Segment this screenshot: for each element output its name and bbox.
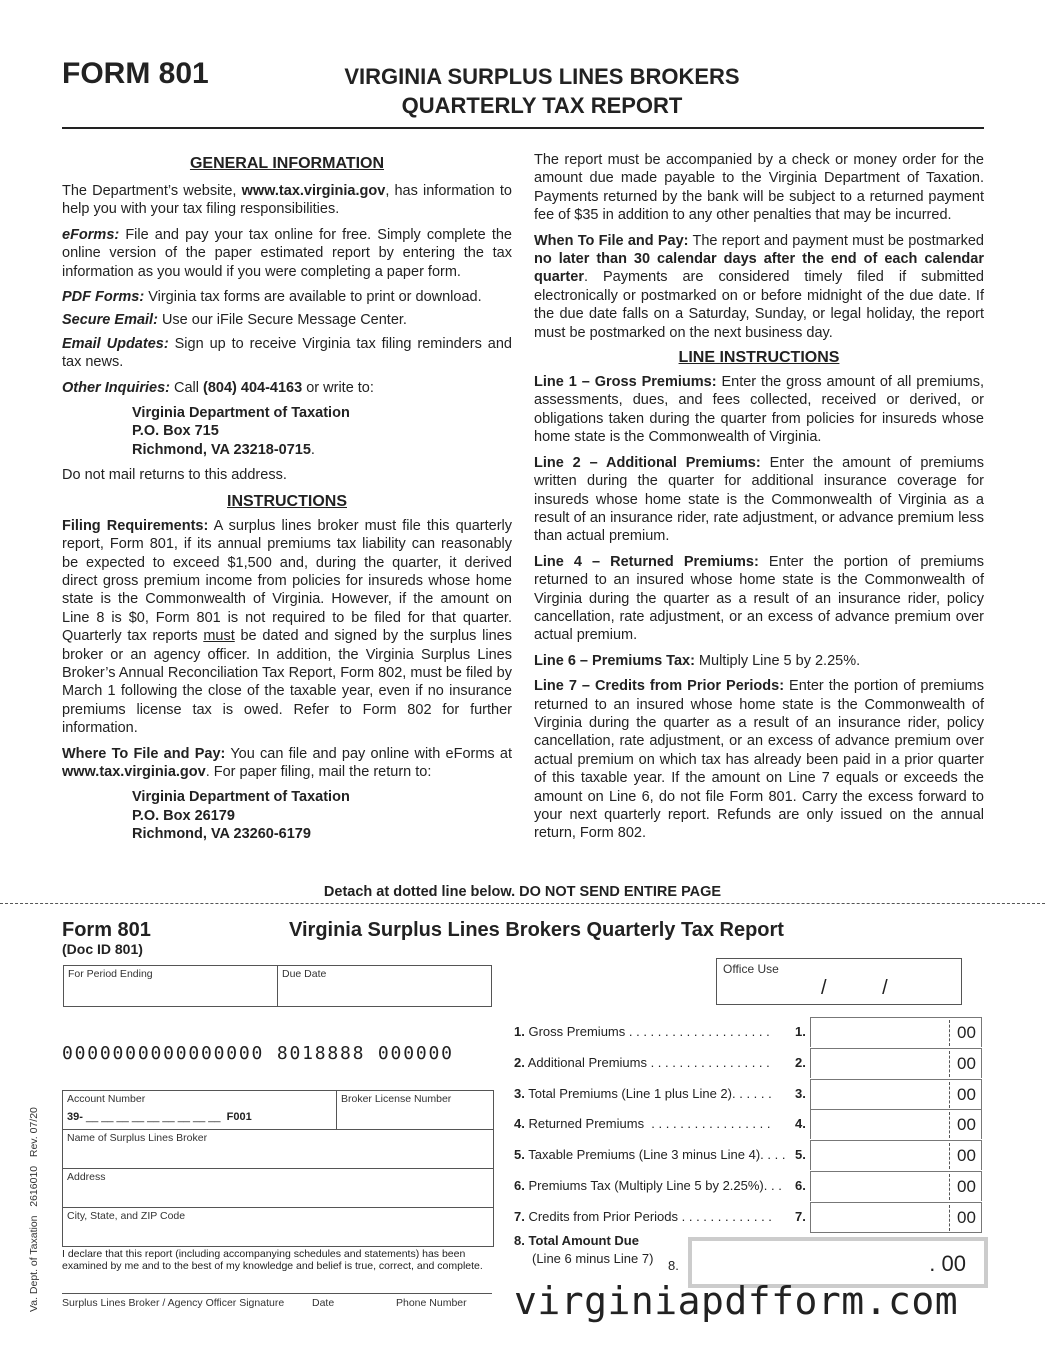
cents-value: 00 (957, 1146, 976, 1166)
text: Enter the portion of premiums returned to an insured whose home state is the Commonwealth of Virginia during the quarter as a result of an insurance rider, policy cancellation, rate adjustment, or an excess of advance premium over actual premium. (534, 553, 984, 644)
filing-requirements-paragraph (62, 517, 512, 738)
text: be dated and signed by the surplus lines broker or an agency officer. In addition, the Virginia Surplus Lines Broker’s Annual Reconciliation Tax Report, Form 802, must be filed by March 1 following the close of the taxable year, even if no insurance premiums license tax is owed. Refer to Form 802 for further information. (62, 628, 512, 737)
line-ref-number: 4. (795, 1116, 806, 1132)
label: Filing Requirements: (62, 517, 209, 534)
text: Virginia tax forms are available to print or download. (144, 289, 482, 306)
title-line-2: QUARTERLY TAX REPORT (401, 93, 683, 118)
text: 39- (67, 1111, 83, 1123)
text: Call (169, 379, 204, 396)
total-cents: . 00 (929, 1251, 966, 1276)
text: You can file and pay online with eForms at (225, 745, 513, 762)
broker-license-label: Broker License Number (341, 1093, 452, 1105)
mailing-address-1 (132, 404, 512, 459)
signature-line[interactable] (62, 1293, 492, 1294)
line-ref-number: 3. (795, 1085, 806, 1101)
line-instructions-heading: LINE INSTRUCTIONS (678, 349, 840, 367)
side-revision-text: Va. Dept. of Taxation 2616010 Rev. 07/20 (28, 1107, 40, 1312)
page-title (262, 62, 822, 120)
account-number-label: Account Number (67, 1093, 146, 1105)
left-column (62, 155, 512, 851)
line-7-instruction (534, 677, 984, 843)
line-ref-number: 5. (795, 1147, 806, 1163)
line-text: Taxable Premiums (Line 3 minus Line 4) (528, 1147, 761, 1163)
line-number: 8. (514, 1233, 525, 1248)
where-to-file-paragraph (62, 745, 512, 782)
amount-field[interactable] (810, 1079, 982, 1109)
line-number: 3. (514, 1085, 525, 1101)
line-item-row (514, 1079, 984, 1109)
label: Where To File and Pay: (62, 745, 226, 762)
cents-divider (949, 1082, 950, 1108)
text: File and pay your tax online for free. Simply complete the online version of the paper estimated report by entering the tax information as you would if you were completing a paper form. (62, 226, 512, 280)
right-column (534, 151, 984, 850)
broker-license-field[interactable] (337, 1091, 493, 1130)
watermark: virginiapdfform.com (514, 1279, 959, 1323)
line-label (514, 1178, 782, 1193)
cents-divider (949, 1020, 950, 1046)
address-line: P.O. Box 26179 (132, 807, 235, 824)
line-label (514, 1147, 785, 1162)
text: Enter the amount of premiums written during the quarter for additional insurance coverage for insureds whose home state is the Commonwealth of Virginia as a result of an insurance rider, rate adjustment, or advance premium less than actual premium. (534, 454, 984, 545)
account-number-field[interactable] (63, 1091, 337, 1130)
line-number: 5. (514, 1147, 525, 1163)
leader-dots: . . . . (760, 1147, 786, 1163)
line-number: 6. (514, 1178, 525, 1193)
amount-field[interactable] (810, 1140, 982, 1170)
cents-divider (949, 1205, 950, 1231)
line-number: 7. (514, 1208, 525, 1224)
line-item-row (514, 1171, 984, 1201)
label: eForms: (62, 226, 120, 243)
email-updates-paragraph (62, 335, 512, 372)
cents-value: 00 (957, 1115, 976, 1135)
text: , has information to help you with your tax filing responsibilities. (62, 183, 512, 218)
when-to-file-paragraph (534, 232, 984, 342)
line-item-row (514, 1202, 984, 1232)
label: Line 6 – Premiums Tax: (534, 652, 695, 669)
text: Total Amount Due (528, 1233, 639, 1248)
form-title: Virginia Surplus Lines Brokers Quarterly Tax Report (289, 919, 784, 941)
text: Use our iFile Secure Message Center. (157, 312, 407, 329)
address-line: Virginia Department of Taxation (132, 405, 350, 422)
cents-value: 00 (957, 1023, 976, 1042)
phone-number: (804) 404-4163 (203, 379, 303, 396)
phone-label: Phone Number (396, 1297, 467, 1309)
due-date-field[interactable] (277, 965, 492, 1007)
line-ref-number: 1. (795, 1024, 806, 1039)
address-label: Address (67, 1171, 106, 1183)
text: must (203, 628, 235, 645)
due-date-label: Due Date (282, 968, 327, 980)
text: The Department’s website, (62, 183, 242, 199)
title-line-1: VIRGINIA SURPLUS LINES BROKERS (344, 64, 740, 89)
header-rule (62, 127, 984, 129)
amount-field[interactable] (810, 1109, 982, 1139)
declaration-text: I declare that this report (including accompanying schedules and statements) has been examined by me and to the best of my knowledge and belief is true, correct, and complete. (62, 1248, 483, 1272)
line-6-instruction (534, 652, 984, 670)
text: The report and payment must be postmarked (688, 232, 984, 249)
line-2-instruction (534, 454, 984, 546)
address-field[interactable] (63, 1169, 493, 1208)
line-text: Gross Premiums (528, 1024, 626, 1039)
signature-label: Surplus Lines Broker / Agency Officer Signature (62, 1297, 285, 1309)
text: or write to: (302, 379, 374, 396)
form-label: Form 801 (62, 919, 151, 941)
broker-name-field[interactable] (63, 1130, 493, 1169)
label: Secure Email: (62, 312, 158, 329)
line-label (514, 1086, 772, 1101)
line-ref-number: 2. (795, 1054, 806, 1070)
line-1-instruction (534, 373, 984, 447)
line-label (514, 1209, 772, 1224)
label: Line 7 – Credits from Prior Periods: (534, 678, 785, 695)
label: Line 1 – Gross Premiums: (534, 374, 717, 391)
cents-divider (949, 1051, 950, 1077)
amount-field[interactable] (810, 1048, 982, 1078)
line-label (514, 1055, 770, 1070)
line-text: Premiums Tax (Multiply Line 5 by 2.25%) (528, 1178, 764, 1193)
pdf-forms-paragraph (62, 288, 512, 306)
text: . Payments are considered timely filed if submitted electronically or postmarked on or before midnight of the due date. If the due date falls on a Saturday, Sunday, or legal holiday, the report must be postmarked on the next business day. (534, 269, 984, 341)
website-link[interactable]: www.tax.virginia.gov (241, 183, 386, 199)
other-inquiries-paragraph (62, 379, 512, 397)
leader-dots: . . . (763, 1178, 782, 1193)
cents-value: 00 (957, 1177, 976, 1196)
period-ending-label: For Period Ending (68, 968, 153, 980)
line-number: 4. (514, 1116, 525, 1132)
line-ref-number: 6. (795, 1178, 806, 1193)
line-item-row (514, 1048, 984, 1078)
scan-code: 0000000000000000 8018888 000000 (62, 1043, 454, 1064)
cents-value: 00 (957, 1084, 976, 1104)
leader-dots: . . . . . . . . . . . . . . . . . (644, 1116, 771, 1132)
line-8-sublabel: (Line 6 minus Line 7) (532, 1251, 654, 1266)
cents-divider (949, 1112, 950, 1138)
broker-name-label: Name of Surplus Lines Broker (67, 1132, 208, 1144)
text: A surplus lines broker must file this quarterly report, Form 801, if its annual premiums tax liability can reasonably be expected to exceed $1,500 and, during the quarter, it derived direct gross premium income from policies for insureds whose home state is the Commonwealth of Virginia. However, if the amount on Line 8 is $0, Form 801 is not required to be filed for that quarter. Quarterly tax reports (62, 517, 512, 645)
payment-paragraph: The report must be accompanied by a check or money order for the amount due made payable to the Virginia Department of Taxation. Payments returned by the bank will be subject to a returned payment fee of $35 in addition to any other penalties that may be incurred. (534, 152, 984, 224)
amount-field[interactable] (810, 1202, 982, 1233)
amount-field[interactable] (810, 1017, 982, 1047)
label: Line 2 – Additional Premiums: (534, 454, 761, 471)
line-8-ref: 8. (668, 1258, 679, 1273)
label: Other Inquiries: (62, 379, 170, 396)
leader-dots: . . . . . . . . . . . . . . . . . (646, 1054, 770, 1070)
no-mail-note: Do not mail returns to this address. (62, 467, 287, 484)
text: no later than 30 calendar days after the end of each calendar quarter (534, 251, 984, 286)
label: Line 4 – Returned Premiums: (534, 553, 759, 570)
period-ending-field[interactable] (63, 965, 278, 1007)
text: Enter the portion of premiums returned to an insured whose home state is the Commonwealth of Virginia during the quarter as a result of an insurance rider, policy cancellation, rate adjustment, or an excess of advance premium over actual premium on which tax has already been paid in a prior quarter of this taxable year. If the amount on Line 7 equals or exceeds the amount on Line 6, do not file Form 801. Carry the excess forward to your next quarterly report. Refunds are only issued on the annual return, Form 802. (534, 678, 984, 842)
cents-divider (949, 1143, 950, 1169)
line-text: Total Premiums (Line 1 plus Line 2) (528, 1085, 732, 1101)
office-use-slashes: / / (821, 977, 888, 999)
line-label (514, 1024, 770, 1039)
general-info-heading: GENERAL INFORMATION (189, 155, 385, 172)
label: When To File and Pay: (534, 232, 689, 249)
text: . For paper filing, mail the return to: (205, 763, 432, 780)
account-number-template (67, 1111, 252, 1123)
eforms-paragraph (62, 226, 512, 281)
secure-email-paragraph (62, 311, 512, 329)
detach-notice: Detach at dotted line below. DO NOT SEND ENTIRE PAGE (323, 884, 722, 900)
cents-value: 00 (957, 1053, 976, 1073)
line-item-row (514, 1109, 984, 1139)
line-text: Additional Premiums (527, 1054, 647, 1070)
doc-id: (Doc ID 801) (62, 941, 143, 957)
city-state-zip-label: City, State, and ZIP Code (67, 1210, 186, 1222)
date-label: Date (312, 1297, 335, 1309)
amount-field[interactable] (810, 1171, 982, 1201)
address-line: Richmond, VA 23218-0715 (132, 441, 311, 458)
leader-dots: . . . . . . . . . . . . . (678, 1208, 772, 1224)
text: __ __ __ __ __ __ __ __ __ (85, 1111, 221, 1123)
label: PDF Forms: (62, 289, 145, 306)
line-number: 1. (514, 1024, 525, 1039)
line-ref-number: 7. (795, 1208, 806, 1224)
address-line: Richmond, VA 23260-6179 (132, 826, 311, 843)
label: Email Updates: (62, 335, 169, 352)
leader-dots: . . . . . . (732, 1085, 772, 1101)
line-4-instruction (534, 553, 984, 645)
line-number: 2. (514, 1054, 525, 1070)
detach-dotted-line (0, 903, 1045, 904)
city-state-zip-field[interactable] (63, 1208, 493, 1246)
taxpayer-info-block (62, 1090, 494, 1247)
line-item-row (514, 1017, 984, 1047)
cents-value: 00 (957, 1207, 976, 1227)
text: Sign up to receive Virginia tax filing reminders and tax news. (62, 335, 513, 371)
text: . (310, 441, 315, 458)
text: Enter the gross amount of all premiums, assessments, dues, and fees collected, received or derived, or obligations taken during the quarter from policies for insureds whose home state is the Commonwealth of Virginia. (534, 374, 984, 446)
form-number: FORM 801 (62, 57, 209, 90)
line-8-label (514, 1233, 639, 1248)
leader-dots: . . . . . . . . . . . . . . . . . . . . (625, 1024, 770, 1039)
line-text: Returned Premiums (528, 1116, 645, 1132)
line-label (514, 1116, 771, 1131)
text: F001 (226, 1111, 252, 1123)
website-link[interactable]: www.tax.virginia.gov (62, 763, 206, 780)
office-use-label: Office Use (723, 962, 779, 976)
office-use-box (716, 958, 962, 1005)
instructions-heading: INSTRUCTIONS (227, 492, 347, 510)
address-line: P.O. Box 715 (132, 423, 219, 440)
address-line: Virginia Department of Taxation (132, 789, 350, 806)
website-paragraph (62, 182, 512, 219)
text: Multiply Line 5 by 2.25%. (694, 652, 861, 669)
line-text: Credits from Prior Periods (528, 1208, 679, 1224)
line-item-row (514, 1140, 984, 1170)
mailing-address-2 (132, 788, 512, 843)
cents-divider (949, 1174, 950, 1200)
